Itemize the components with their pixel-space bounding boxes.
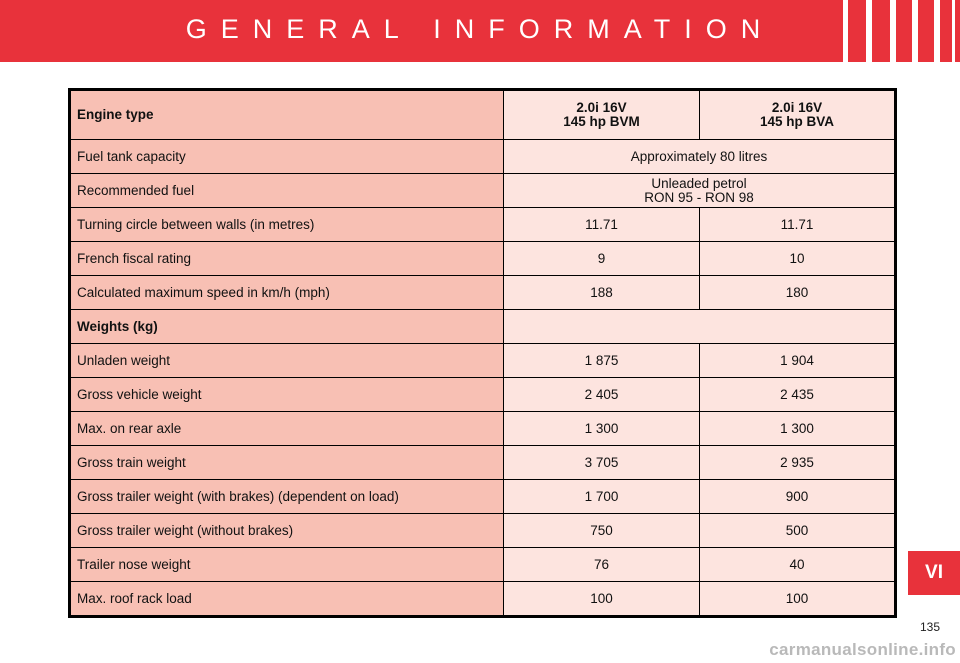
row-label: Gross trailer weight (without brakes) [70,514,504,548]
table-row [70,378,896,412]
fuel-value [504,174,896,208]
table-row [70,242,896,276]
row-label: Max. roof rack load [70,582,504,617]
row-label: Gross train weight [70,446,504,480]
table-row [70,412,896,446]
row-label: Gross trailer weight (with brakes) (dependent on load) [70,480,504,514]
row-value-bvm: 3 705 [504,446,700,480]
weights-heading-row [70,310,896,344]
row-value-bva: 2 935 [700,446,896,480]
page-number: 135 [919,620,940,634]
table-row [70,140,896,174]
row-label: Gross vehicle weight [70,378,504,412]
engine-bva-header [700,90,896,140]
header-bar [0,0,960,62]
row-value-bvm: 188 [504,276,700,310]
row-value-bva: 1 904 [700,344,896,378]
row-value-bva: 180 [700,276,896,310]
table-row [70,514,896,548]
table-row [70,480,896,514]
weights-heading-blank [504,310,896,344]
row-label: French fiscal rating [70,242,504,276]
row-value-bvm: 76 [504,548,700,582]
table-row [70,276,896,310]
fuel-value-line2: RON 95 - RON 98 [644,189,754,205]
row-value-bvm: 1 700 [504,480,700,514]
fuel-value-line1: Unleaded petrol [651,175,747,191]
fuel-tank-value: Approximately 80 litres [504,140,896,174]
row-value-bvm: 1 875 [504,344,700,378]
row-value-bva: 500 [700,514,896,548]
engine-bva-line1: 2.0i 16V [771,100,823,115]
row-value-bvm: 750 [504,514,700,548]
watermark: carmanualsonline.info [769,640,956,659]
header-stripes [840,0,960,62]
engine-bvm-line2: 145 hp BVM [563,114,640,129]
table-header-row [70,90,896,140]
row-value-bva: 11.71 [700,208,896,242]
row-value-bva: 2 435 [700,378,896,412]
row-label: Calculated maximum speed in km/h (mph) [70,276,504,310]
table-row [70,446,896,480]
row-value-bvm: 100 [504,582,700,617]
row-value-bva: 10 [700,242,896,276]
engine-bvm-line1: 2.0i 16V [576,100,627,115]
row-value-bvm: 9 [504,242,700,276]
row-value-bva: 900 [700,480,896,514]
row-value-bvm: 11.71 [504,208,700,242]
table-row [70,582,896,617]
fuel-tank-label: Fuel tank capacity [70,140,504,174]
table-row [70,344,896,378]
specification-table [68,88,897,618]
table-row [70,174,896,208]
table-row [70,208,896,242]
fuel-label: Recommended fuel [70,174,504,208]
row-label: Unladen weight [70,344,504,378]
row-label: Max. on rear axle [70,412,504,446]
weights-heading: Weights (kg) [70,310,504,344]
row-label: Turning circle between walls (in metres) [70,208,504,242]
engine-type-label: Engine type [70,90,504,140]
engine-bvm-header [504,90,700,140]
row-value-bva: 1 300 [700,412,896,446]
engine-bva-line2: 145 hp BVA [759,114,835,129]
row-value-bva: 40 [700,548,896,582]
table-row [70,548,896,582]
row-value-bvm: 2 405 [504,378,700,412]
page-title: GENERAL INFORMATION [185,14,775,44]
row-label: Trailer nose weight [70,548,504,582]
row-value-bvm: 1 300 [504,412,700,446]
chapter-tab: VI [908,551,960,595]
row-value-bva: 100 [700,582,896,617]
